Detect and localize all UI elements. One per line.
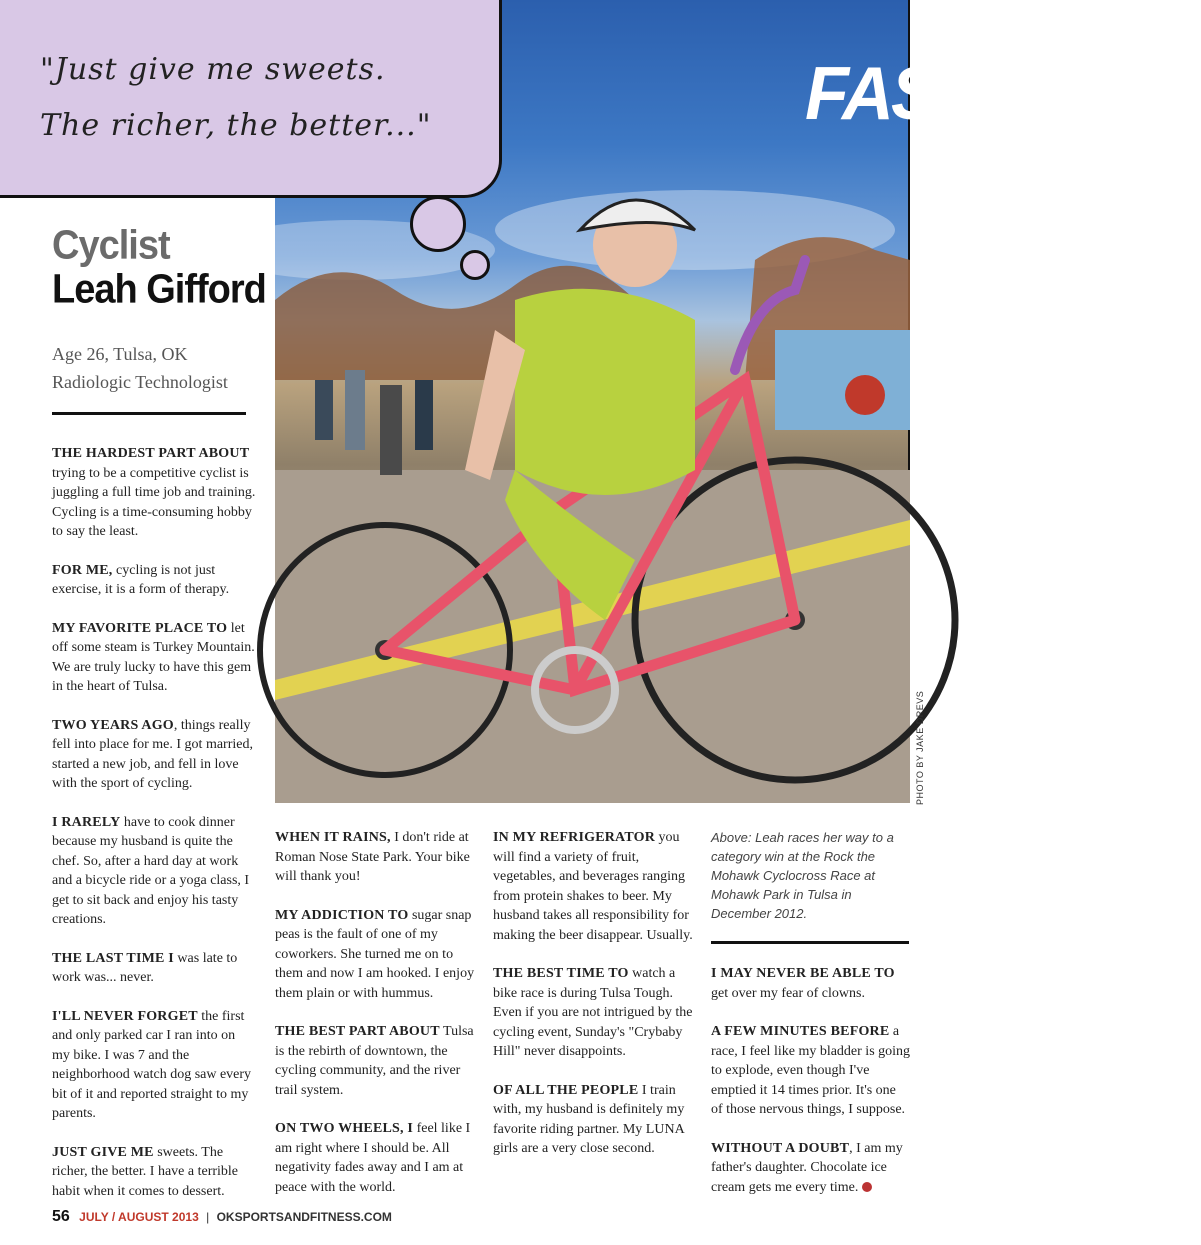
prompt-lead: MY FAVORITE PLACE TO xyxy=(52,620,228,636)
page-number: 56 xyxy=(52,1208,70,1225)
thought-bubble xyxy=(0,0,502,198)
answer-paragraph xyxy=(52,444,256,542)
answer-text: the first and only parked car I ran into on my bike. I was 7 and the neighborhood watch dog saw every bit of it and reported straight to my parents. xyxy=(52,1008,252,1121)
answer-paragraph xyxy=(711,964,911,1003)
answer-text: watch a bike race is during Tulsa Tough. Even if you are not intrigued by the cycling event, Sunday's "Crybaby Hill" never disappoints. xyxy=(493,966,693,1059)
answer-text: have to cook dinner because my husband is quite the chef. So, after a hard day at work and a bicycle ride or a yoga class, I get to sit back and enjoy his tasty creations. xyxy=(52,814,250,927)
prompt-lead: I RARELY xyxy=(52,814,121,830)
answer-paragraph xyxy=(493,964,693,1062)
answer-paragraph xyxy=(52,619,256,697)
prompt-lead: I MAY NEVER BE ABLE TO xyxy=(711,966,895,981)
thought-dot-large xyxy=(410,196,466,252)
page-footer xyxy=(52,1208,392,1226)
answer-text: get over my fear of clowns. xyxy=(711,985,865,1001)
section-title: FASTTAKES xyxy=(805,52,1201,136)
prompt-lead: I'LL NEVER FORGET xyxy=(52,1008,198,1024)
answer-paragraph xyxy=(52,716,256,794)
caption-rule xyxy=(711,941,909,944)
answer-text: Tulsa is the rebirth of downtown, the cycling community, and the river trail system. xyxy=(275,1024,474,1098)
prompt-lead: MY ADDICTION TO xyxy=(275,907,409,923)
prompt-lead: JUST GIVE ME xyxy=(52,1144,154,1160)
answer-text: cycling is not just exercise, it is a form of therapy. xyxy=(52,562,230,597)
answer-paragraph xyxy=(52,1143,256,1202)
end-mark-icon xyxy=(862,1182,872,1192)
column-1 xyxy=(52,444,256,1220)
answer-text: , I am my father's daughter. Chocolate ice cream gets me every time. xyxy=(711,1140,903,1195)
answer-text: sweets. The richer, the better. I have a terrible habit when it comes to dessert. xyxy=(52,1144,239,1199)
answer-paragraph xyxy=(275,1022,475,1100)
answer-paragraph xyxy=(711,1022,911,1120)
footer-separator: | xyxy=(206,1210,210,1224)
column-3 xyxy=(493,828,693,1178)
issue-date: JULY / AUGUST 2013 xyxy=(79,1210,199,1224)
profile-rule xyxy=(52,412,246,415)
answer-paragraph xyxy=(493,828,693,945)
answer-paragraph xyxy=(275,906,475,1004)
prompt-lead: THE LAST TIME I xyxy=(52,950,174,966)
answer-paragraph xyxy=(275,828,475,887)
pull-quote xyxy=(40,42,500,154)
pull-quote-line-1: "Just give me sweets. xyxy=(40,52,386,87)
answer-paragraph xyxy=(52,949,256,988)
profile-occupation: Radiologic Technologist xyxy=(52,372,228,392)
answer-text: you will find a variety of fruit, vegetables, and beverages ranging from protein shakes to beer. My husband takes all responsibility for making the beer disappear. Usually. xyxy=(493,830,693,943)
profile-column xyxy=(52,222,266,396)
answer-text: let off some steam is Turkey Mountain. We are truly lucky to have this gem in the heart of Tulsa. xyxy=(52,620,255,694)
answer-paragraph xyxy=(275,1119,475,1197)
website: OKSPORTSANDFITNESS.COM xyxy=(216,1210,392,1224)
prompt-lead: THE HARDEST PART ABOUT xyxy=(52,446,250,461)
answer-text: was late to work was... never. xyxy=(52,950,238,985)
column-4 xyxy=(711,964,911,1216)
answer-paragraph xyxy=(52,813,256,930)
answer-text: , things really fell into place for me. I got married, started a new job, and fell in love with the sport of cycling. xyxy=(52,717,253,791)
photo-credit: PHOTO BY JAKE DREVS xyxy=(915,690,925,805)
photo-caption: Above: Leah races her way to a category win at the Rock the Mohawk Cyclocross Race at Mohawk Park in Tulsa in December 2012. xyxy=(711,830,894,921)
profile-role: Cyclist xyxy=(52,223,170,269)
prompt-lead: IN MY REFRIGERATOR xyxy=(493,830,656,845)
answer-paragraph xyxy=(52,1007,256,1124)
answer-paragraph xyxy=(52,561,256,600)
answer-text: a race, I feel like my bladder is going to explode, even though I've emptied it 14 times prior. It's one of those nervous things, I suppose. xyxy=(711,1024,911,1117)
answer-paragraph xyxy=(711,1139,911,1198)
pull-quote-line-2: The richer, the better..." xyxy=(40,108,432,143)
profile-details xyxy=(52,340,252,396)
profile-name: Leah Gifford xyxy=(52,267,266,313)
answer-text: sugar snap peas is the fault of one of my coworkers. She turned me on to them and now I am hooked. I enjoy them plain or with hummus. xyxy=(275,907,475,1001)
prompt-lead: OF ALL THE PEOPLE xyxy=(493,1082,639,1098)
prompt-lead: THE BEST PART ABOUT xyxy=(275,1024,440,1039)
prompt-lead: FOR ME, xyxy=(52,562,113,578)
prompt-lead: WITHOUT A DOUBT xyxy=(711,1140,850,1156)
answer-text: trying to be a competitive cyclist is juggling a full time job and training. Cycling is a time-consuming hobby to say the least. xyxy=(52,465,256,539)
prompt-lead: TWO YEARS AGO xyxy=(52,717,174,733)
answer-text: I don't ride at Roman Nose State Park. Your bike will thank you! xyxy=(275,830,470,884)
answer-text: feel like I am right where I should be. All negativity fades away and I am at peace with the world. xyxy=(275,1121,471,1195)
prompt-lead: WHEN IT RAINS, xyxy=(275,830,391,845)
answer-text: I train with, my husband is definitely my favorite riding partner. My LUNA girls are a very close second. xyxy=(493,1082,685,1156)
prompt-lead: THE BEST TIME TO xyxy=(493,966,629,981)
profile-age-location: Age 26, Tulsa, OK xyxy=(52,344,188,364)
prompt-lead: ON TWO WHEELS, I xyxy=(275,1121,414,1136)
column-2 xyxy=(275,828,475,1216)
prompt-lead: A FEW MINUTES BEFORE xyxy=(711,1024,890,1039)
thought-dot-small xyxy=(460,250,490,280)
answer-paragraph xyxy=(493,1081,693,1159)
